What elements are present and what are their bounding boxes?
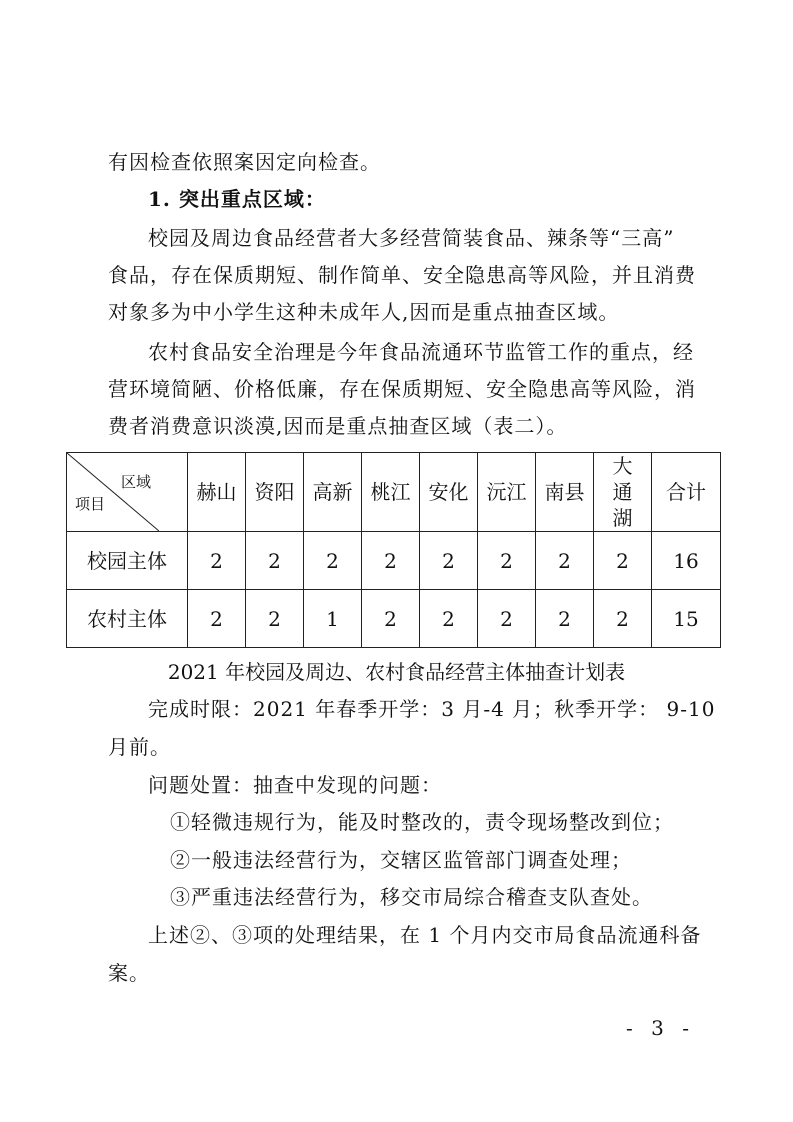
table-cell: 2 xyxy=(594,590,652,648)
table-cell: 2 xyxy=(594,532,652,590)
table-cell: 2 xyxy=(536,590,594,648)
column-header: 安化 xyxy=(420,453,478,532)
table-cell: 15 xyxy=(652,590,721,648)
paragraph-line: 上述②、③项的处理结果，在 1 个月内交市局食品流通科备 xyxy=(148,923,702,947)
inspection-plan-table xyxy=(66,452,721,648)
corner-top-label: 区域 xyxy=(120,473,151,491)
page-number: - 3 - xyxy=(626,1016,695,1040)
table-cell: 2 xyxy=(246,590,304,648)
paragraph-line: 完成时限：2021 年春季开学：3 月-4 月；秋季开学： 9-10 xyxy=(148,697,716,721)
table-cell: 2 xyxy=(536,532,594,590)
table-cell: 16 xyxy=(652,532,721,590)
column-header: 大通湖 xyxy=(594,453,652,532)
table-cell: 2 xyxy=(246,532,304,590)
list-item: ②一般违法经营行为，交辖区监管部门调查处理； xyxy=(170,848,632,872)
corner-header-cell xyxy=(67,453,188,532)
paragraph-line: 费者消费意识淡漠,因而是重点抽查区域（表二）。 xyxy=(108,414,568,438)
table-cell: 2 xyxy=(304,532,362,590)
table-row xyxy=(67,532,721,590)
column-header: 赫山 xyxy=(188,453,246,532)
table-cell: 2 xyxy=(362,590,420,648)
corner-bottom-label: 项目 xyxy=(75,495,106,513)
list-item: ①轻微违规行为，能及时整改的，责令现场整改到位； xyxy=(170,810,674,834)
column-header: 南县 xyxy=(536,453,594,532)
table-cell: 2 xyxy=(420,532,478,590)
paragraph-line: 有因检查依照案因定向检查。 xyxy=(108,150,381,174)
table-cell: 2 xyxy=(188,590,246,648)
section-heading: 1. 突出重点区域： xyxy=(148,187,326,211)
table-cell: 2 xyxy=(478,590,536,648)
column-header: 合计 xyxy=(652,453,721,532)
table-caption: 2021 年校园及周边、农村食品经营主体抽查计划表 xyxy=(167,660,626,684)
paragraph-line: 食品，存在保质期短、制作简单、安全隐患高等风险，并且消费 xyxy=(108,263,696,287)
column-header: 沅江 xyxy=(478,453,536,532)
table-cell: 1 xyxy=(304,590,362,648)
column-header: 高新 xyxy=(304,453,362,532)
table-cell: 2 xyxy=(420,590,478,648)
table-cell: 2 xyxy=(362,532,420,590)
column-header: 资阳 xyxy=(246,453,304,532)
paragraph-line: 月前。 xyxy=(108,735,171,759)
paragraph-line: 问题处置：抽查中发现的问题： xyxy=(148,773,442,797)
row-label: 校园主体 xyxy=(67,532,188,590)
paragraph-line: 对象多为中小学生这种未成年人,因而是重点抽查区域。 xyxy=(108,300,620,324)
paragraph-line: 农村食品安全治理是今年食品流通环节监管工作的重点，经 xyxy=(148,340,694,364)
table-cell: 2 xyxy=(188,532,246,590)
paragraph-line: 案。 xyxy=(108,961,150,985)
paragraph-line: 营环境简陋、价格低廉，存在保质期短、安全隐患高等风险，消 xyxy=(108,377,696,401)
row-label: 农村主体 xyxy=(67,590,188,648)
table-row xyxy=(67,590,721,648)
paragraph-line: 校园及周边食品经营者大多经营简装食品、辣条等“三高” xyxy=(148,226,675,250)
column-header: 桃江 xyxy=(362,453,420,532)
table-cell: 2 xyxy=(478,532,536,590)
list-item: ③严重违法经营行为，移交市局综合稽查支队查处。 xyxy=(170,885,653,909)
